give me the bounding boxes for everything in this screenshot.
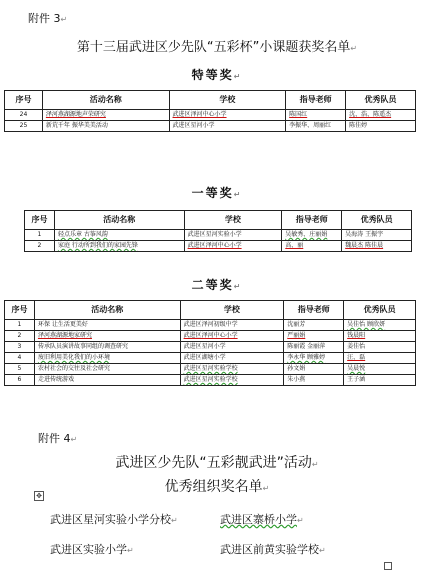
table-row [5, 331, 416, 342]
cell-teacher: 孙文娟 [284, 364, 344, 375]
cell-index: 3 [5, 342, 35, 353]
first-award-table [24, 210, 412, 252]
cell-index: 4 [5, 353, 35, 364]
cell-member: 吴海涛 王振宇 [342, 230, 412, 241]
cell-index: 2 [25, 241, 55, 252]
header-activity: 活动名称 [34, 301, 180, 320]
table-header-row [5, 91, 416, 110]
cell-teacher: 陈丽霞 金丽萍 [284, 342, 344, 353]
cell-member: 王子涵 [344, 375, 416, 386]
title-2-line-2: 优秀组织奖名单↵ [164, 479, 270, 495]
org-item: 武进区实验小学↵ [50, 543, 134, 556]
cell-school: 武进区星河小学 [169, 121, 286, 132]
table-row [25, 241, 412, 252]
header-member: 优秀队员 [344, 301, 416, 320]
table-row [5, 353, 416, 364]
table-row [5, 121, 416, 132]
cell-school: 武进区星河实验学校 [180, 364, 284, 375]
cell-member: 沈、浩、陈遥杰 [346, 110, 416, 121]
page-title: 第十三届武进区少先队“五彩杯”小课题获奖名单↵ [76, 40, 358, 55]
cell-index: 24 [5, 110, 43, 121]
annex-4-label: 附件 4 [38, 432, 71, 445]
header-teacher: 指导老师 [282, 211, 342, 230]
section-heading-special: 特等奖↵ [191, 68, 243, 82]
cell-activity: 走进传统游戏 [34, 375, 180, 386]
header-school: 学校 [184, 211, 282, 230]
annex-3-label: 附件 3 [28, 12, 61, 25]
cell-school: 武进区泽河中心小学 [184, 241, 282, 252]
cell-school: 武进区泽河中心小学 [180, 331, 284, 342]
cell-school: 武进区星河小学 [180, 342, 284, 353]
paragraph-mark-icon: ↵ [60, 15, 68, 24]
cell-teacher: 高、丽 [282, 241, 342, 252]
table-row [5, 375, 416, 386]
cell-school: 武进区星河实验小学 [184, 230, 282, 241]
cell-index: 2 [5, 331, 35, 342]
table-row [5, 320, 416, 331]
cell-teacher: 李永华 顾雅婷 [284, 353, 344, 364]
cell-activity: 农村社会的交往及社会研究 [34, 364, 180, 375]
special-award-table [4, 90, 416, 132]
section-heading-second: 二等奖↵ [191, 278, 243, 292]
cell-activity: 新荒千年 振华美美活动 [42, 121, 169, 132]
cell-school: 武进区星河实验学校 [180, 375, 284, 386]
org-item: 武进区寨桥小学↵ [220, 513, 304, 526]
cell-member: 钱晨阳 [344, 331, 416, 342]
cell-teacher: 朱小燕 [284, 375, 344, 386]
cell-school: 武进区泽河中心小学 [169, 110, 286, 121]
cell-activity: 轻点乐章 古筝风韵 [54, 230, 184, 241]
table-row [5, 364, 416, 375]
cell-teacher: 吴敏秀、庄丽娟 [282, 230, 342, 241]
cell-index: 25 [5, 121, 43, 132]
cell-school: 武进区泽河初级中学 [180, 320, 284, 331]
section-heading-first: 一等奖↵ [191, 186, 243, 200]
second-award-table [4, 300, 416, 386]
cell-activity: 家庭 行动所到我们的家园先锋 [54, 241, 184, 252]
cell-school: 武进区湖塘小学 [180, 353, 284, 364]
cell-member: 汪、磊 [344, 353, 416, 364]
org-item: 武进区前黄实验学校↵ [220, 543, 326, 556]
table-row [25, 230, 412, 241]
table-row [5, 110, 416, 121]
cell-index: 1 [5, 320, 35, 331]
cell-teacher: 李振华、周丽红 [286, 121, 346, 132]
cell-member: 陈佳婷 [346, 121, 416, 132]
header-activity: 活动名称 [42, 91, 169, 110]
cell-index: 1 [25, 230, 55, 241]
header-index: 序号 [5, 91, 43, 110]
header-teacher: 指导老师 [286, 91, 346, 110]
paragraph-mark-icon: ↵ [350, 44, 358, 53]
cell-activity: 泽河燕湖源地声荣研究 [42, 110, 169, 121]
cell-teacher: 严丽娟 [284, 331, 344, 342]
cell-activity: 传承队员演讲故事同组的调查研究 [34, 342, 180, 353]
cell-member: 魏晨杰 陈佳晨 [342, 241, 412, 252]
table-header-row [25, 211, 412, 230]
table-move-handle-icon[interactable]: ✥ [34, 491, 44, 501]
header-index: 序号 [25, 211, 55, 230]
header-school: 学校 [180, 301, 284, 320]
paragraph-mark-icon: ↵ [70, 435, 78, 444]
cell-teacher: 沈丽芳 [284, 320, 344, 331]
cell-member: 吴佳怡 顾欣妍 [344, 320, 416, 331]
table-header-row [5, 301, 416, 320]
header-index: 序号 [5, 301, 35, 320]
cell-index: 6 [5, 375, 35, 386]
cell-member: 姜佳怡 [344, 342, 416, 353]
cell-activity: 环保 让生活更美好 [34, 320, 180, 331]
header-member: 优秀队员 [346, 91, 416, 110]
header-school: 学校 [169, 91, 286, 110]
cell-index: 5 [5, 364, 35, 375]
header-teacher: 指导老师 [284, 301, 344, 320]
title-2-line-1: 武进区少先队“五彩靓武进”活动↵ [115, 455, 319, 471]
header-member: 优秀队员 [342, 211, 412, 230]
cell-activity: 泽河燕湖源地家研究 [34, 331, 180, 342]
cell-activity: 废旧利用美化我们的小环境 [34, 353, 180, 364]
org-item: 武进区星河实验小学分校↵ [50, 513, 178, 526]
table-resize-handle-icon[interactable] [384, 562, 392, 570]
header-activity: 活动名称 [54, 211, 184, 230]
table-row [5, 342, 416, 353]
cell-teacher: 陈国红 [286, 110, 346, 121]
cell-member: 吴晨悦 [344, 364, 416, 375]
